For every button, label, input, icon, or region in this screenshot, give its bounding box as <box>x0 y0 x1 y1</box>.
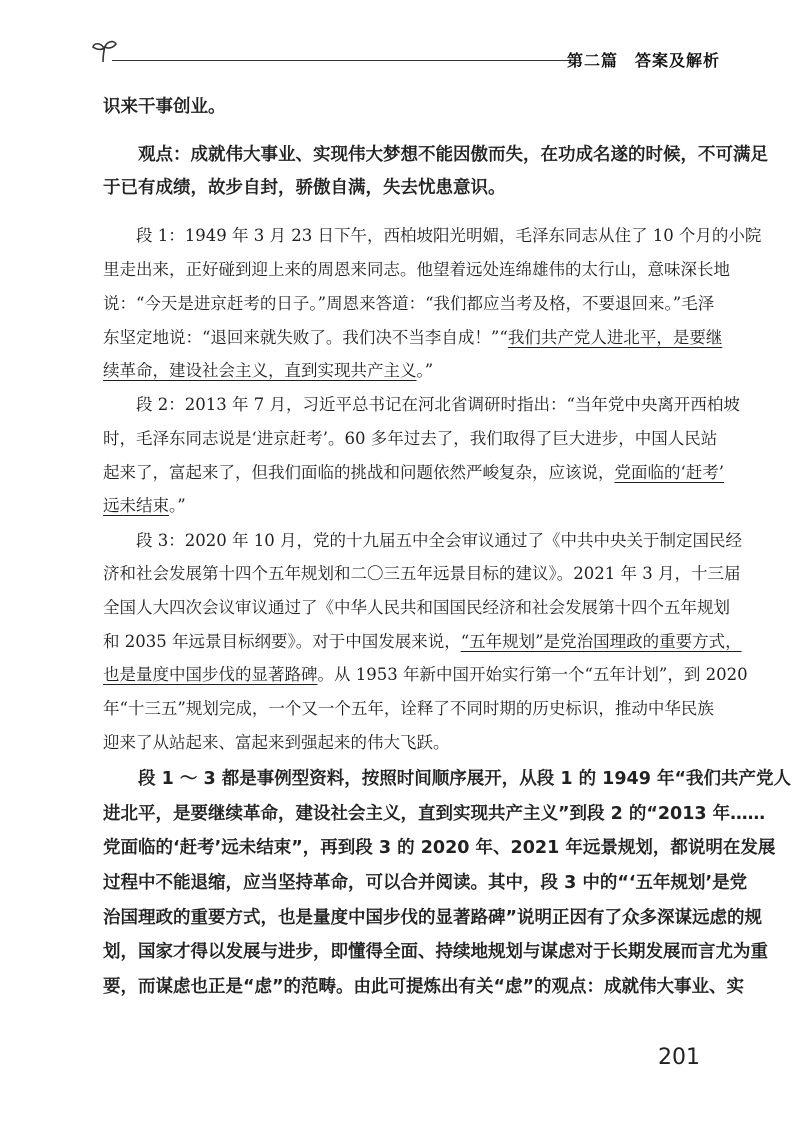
para3-line: 全国人大四次会议审议通过了《中华人民共和国国民经济和社会发展第十四个五年规划 <box>103 598 730 617</box>
para1-line <box>103 330 722 347</box>
analysis-line: 段 1 ～ 3 都是事例型资料，按照时间顺序展开，从段 1 的 1949 年“我们共产党人 <box>103 769 791 789</box>
section-title: 第二篇 答案及解析 <box>566 51 720 70</box>
para3-line: 年“十三五”规划完成，一个又一个五年，诠释了不同时期的历史标识，推动中华民族 <box>103 699 714 718</box>
para3-line <box>103 667 748 684</box>
para1-underlined: 我们共产党人进北平，是要继 <box>507 328 723 347</box>
para2-underlined: 远未结束 <box>103 496 169 515</box>
para2-underlined: 党面临的‘赶考’ <box>614 463 724 482</box>
para1-line <box>103 363 433 380</box>
para1-line: 说：“今天是进京赶考的日子。”周恩来答道：“我们都应当考及格，不要退回来。”毛泽 <box>103 294 715 313</box>
analysis-line: 要，而谋虑也正是“虑”的范畴。由此可提炼出有关“虑”的观点：成就伟大事业、实 <box>103 977 745 997</box>
viewpoint-line: 于已有成绩，故步自封，骄傲自满，失去忧患意识。 <box>103 178 506 198</box>
para3-line: 段 3：2020 年 10 月，党的十九届五中全会审议通过了《中共中央关于制定国民经 <box>103 531 742 550</box>
para1-text: 。” <box>416 361 434 380</box>
analysis-line: 治国理政的重要方式，也是量度中国步伐的显著路碑”说明正因有了众多深谋远虑的规 <box>103 908 762 928</box>
para2-line: 时，毛泽东同志说是‘进京赶考’。60 多年过去了，我们取得了巨大进步，中国人民站 <box>103 429 718 448</box>
para3-line: 迎来了从站起来、富起来到强起来的伟大飞跃。 <box>103 733 450 752</box>
page-header <box>90 38 720 78</box>
para3-text: 。从 1953 年新中国开始实行第一个“五年计划”，到 2020 <box>317 665 748 684</box>
viewpoint-line: 观点：成就伟大事业、实现伟大梦想不能因傲而失，在功成名遂的时候，不可满足 <box>103 145 768 165</box>
para1-line: 里走出来，正好碰到迎上来的周恩来同志。他望着远处连绵雄伟的太行山，意味深长地 <box>103 260 730 279</box>
para3-line <box>103 634 742 651</box>
para2-line <box>103 465 724 482</box>
analysis-line: 划，国家才得以发展与进步，即懂得全面、持续地规划与谋虑对于长期发展而言尤为重 <box>103 942 768 962</box>
intro-line: 识来干事创业。 <box>103 97 226 117</box>
sprout-icon <box>90 38 120 68</box>
analysis-line: 过程中不能退缩，应当坚持革命，可以合并阅读。其中，段 3 中的“‘五年规划’是党 <box>103 873 748 893</box>
analysis-line: 进北平，是要继续革命，建设社会主义，直到实现共产主义”到段 2 的“2013 年…… <box>103 804 766 824</box>
para3-text: 和 2035 年远景目标纲要》。对于中国发展来说， <box>103 632 461 651</box>
para1-text: 东坚定地说：“退回来就失败了。我们决不当李自成！”“ <box>103 328 508 347</box>
page-number: 201 <box>658 1045 700 1070</box>
para2-text: 起来了，富起来了，但我们面临的挑战和问题依然严峻复杂，应该说， <box>103 463 615 482</box>
header-rule <box>112 60 570 61</box>
para2-line <box>103 498 186 515</box>
para2-line: 段 2：2013 年 7 月，习近平总书记在河北省调研时指出：“当年党中央离开西柏坡 <box>103 395 740 414</box>
para3-underlined: “五年规划”是党治国理政的重要方式， <box>460 632 742 651</box>
para2-text: 。” <box>169 496 186 515</box>
para1-underlined: 续革命，建设社会主义，直到实现共产主义 <box>103 361 417 380</box>
para1-line: 段 1：1949 年 3 月 23 日下午，西柏坡阳光明媚，毛泽东同志从住了 10 个月的小院 <box>103 226 762 245</box>
para3-underlined: 也是量度中国步伐的显著路碑 <box>103 665 318 684</box>
para3-line: 济和社会发展第十四个五年规划和二〇三五年远景目标的建议》。2021 年 3 月，十三届 <box>103 564 741 583</box>
analysis-line: 党面临的‘赶考’远未结束”，再到段 3 的 2020 年、2021 年远景规划，都说明在发展 <box>103 838 776 858</box>
